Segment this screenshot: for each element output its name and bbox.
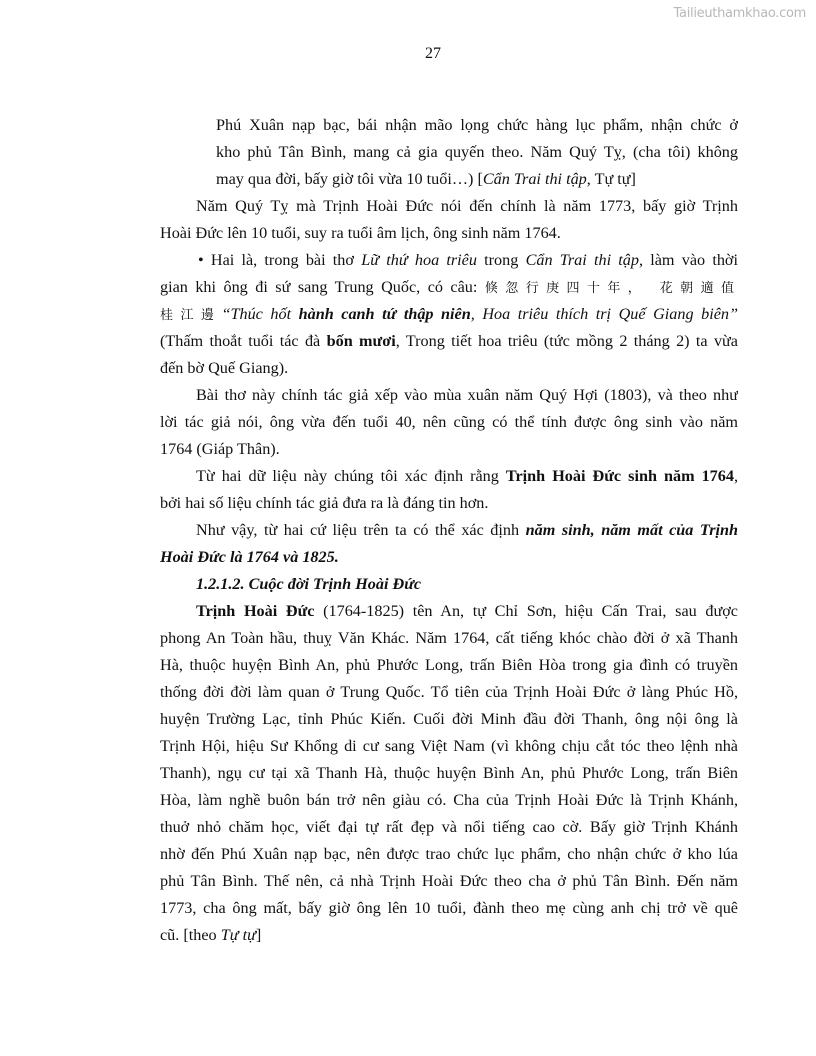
text-line	[198, 247, 738, 274]
text-run: 1773, cha ông mất, bấy giờ ông lên 10 tuổi, đành theo mẹ cùng anh chị trở về quê	[160, 899, 738, 917]
text-line	[196, 463, 738, 490]
text-line	[160, 814, 738, 841]
text-line	[160, 301, 738, 328]
text-run: (1764-1825) tên An, tự Chỉ Sơn, hiệu Cấn Trai, sau được	[314, 602, 738, 620]
text-run: đến bờ Quế Giang).	[160, 359, 289, 377]
text-line	[160, 787, 738, 814]
text-line	[160, 868, 738, 895]
text-run: Từ hai dữ liệu này chúng tôi xác định rằng	[196, 467, 506, 485]
page-number: 27	[425, 45, 441, 62]
text-run: Cẩn Trai thi tập	[482, 170, 587, 188]
text-run: Bài thơ này chính tác giả xếp vào mùa xuân năm Quý Hợi (1803), và theo như	[196, 386, 738, 404]
text-run: Hà, thuộc huyện Bình An, phủ Phước Long, trấn Biên Hòa trong gia đình có truyền	[160, 656, 738, 674]
text-run: , Trong tiết hoa triêu (tức mồng 2 tháng 2) ta vừa	[395, 332, 738, 350]
text-line	[196, 517, 738, 544]
text-run: bốn mươi	[326, 332, 396, 350]
text-line	[160, 274, 738, 301]
text-line	[216, 112, 738, 139]
text-run: trong	[476, 251, 526, 269]
text-run: Cẩn Trai thi tập	[525, 251, 639, 269]
text-line	[160, 355, 738, 382]
text-run: thuở nhỏ chăm học, viết đại tự rất đẹp và nổi tiếng cao cờ. Bấy giờ Trịnh Khánh	[160, 818, 738, 836]
watermark: Tailieuthamkhao.com	[673, 6, 806, 21]
text-run: 1.2.1.2. Cuộc đời Trịnh Hoài Đức	[196, 575, 422, 593]
text-run: thống đời đời làm quan ở Trung Quốc. Tổ tiên của Trịnh Hoài Đức ở làng Phúc Hồ,	[160, 683, 738, 701]
text-run: Trịnh Hội, hiệu Sư Khổng di cư sang Việt Nam (vì không chịu cắt tóc theo lệnh nhà	[160, 737, 738, 755]
text-run: lời tác giả nói, ông vừa đến tuổi 40, nên cũng có thể tính được ông sinh vào năm	[160, 413, 738, 431]
text-run: , Tự tự]	[586, 170, 636, 188]
text-line	[160, 679, 738, 706]
text-run: , làm vào thời	[638, 251, 738, 269]
text-line	[216, 166, 738, 193]
text-line	[216, 139, 738, 166]
text-run: cũ. [theo	[160, 926, 221, 944]
text-run: Trịnh Hoài Đức	[196, 602, 315, 620]
text-run: Năm Quý Tỵ mà Trịnh Hoài Đức nói đến chính là năm 1773, bấy giờ Trịnh	[196, 197, 738, 215]
text-run: Phú Xuân nạp bạc, bái nhận mão lọng chức hàng lục phẩm, nhận chức ở	[216, 116, 738, 134]
text-run: Hoài Đức là 1764 và 1825.	[160, 548, 339, 566]
text-run: ]	[255, 926, 262, 944]
chinese-text: 桂江邊	[160, 308, 222, 323]
text-line	[160, 652, 738, 679]
text-line	[160, 922, 738, 949]
text-run: bởi hai số liệu chính tác giả đưa ra là đáng tin hơn.	[160, 494, 489, 512]
text-line	[160, 436, 738, 463]
text-run: Lữ thứ hoa triêu	[361, 251, 477, 269]
text-line	[196, 598, 738, 625]
text-line	[160, 733, 738, 760]
text-run: may qua đời, bấy giờ tôi vừa 10 tuổi…) [	[216, 170, 483, 188]
text-run: ,	[733, 467, 738, 485]
text-run: Tự tự	[220, 926, 256, 944]
text-run: Thanh), ngụ cư tại xã Thanh Hà, thuộc huyện Bình An, phủ Phước Long, trấn Biên	[160, 764, 738, 782]
text-line	[160, 544, 738, 571]
text-run: Hòa, làm nghề buôn bán trở nên giàu có. Cha của Trịnh Hoài Đức là Trịnh Khánh,	[160, 791, 738, 809]
text-run: kho phủ Tân Bình, mang cả gia quyến theo. Năm Quý Tỵ, (cha tôi) không	[216, 143, 738, 161]
text-run: phủ Tân Bình. Thế nên, cả nhà Trịnh Hoài Đức theo cha ở phủ Tân Bình. Đến năm	[160, 872, 738, 890]
text-line	[196, 382, 738, 409]
text-run: Như vậy, từ hai cứ liệu trên ta có thể xác định	[196, 521, 526, 539]
text-run: Trịnh Hoài Đức sinh năm 1764	[505, 467, 734, 485]
text-run: nhờ đến Phú Xuân nạp bạc, nên được trao chức lục phẩm, cho nhận chức ở kho lúa	[160, 845, 738, 863]
text-run: phong An Toàn hầu, thuỵ Văn Khác. Năm 1764, cất tiếng khóc chào đời ở xã Thanh	[160, 629, 738, 647]
text-line	[196, 193, 738, 220]
text-run: , Hoa triêu thích trị Quế Giang biên”	[470, 305, 738, 323]
text-run: (Thấm thoắt tuổi tác đà	[160, 332, 327, 350]
chinese-text: 倏忽行庚四十年， 花朝適值	[484, 281, 738, 296]
text-line	[160, 328, 738, 355]
text-line	[160, 625, 738, 652]
text-line	[160, 895, 738, 922]
text-line	[160, 706, 738, 733]
text-line	[160, 760, 738, 787]
text-run: “Thúc hốt	[221, 305, 299, 323]
text-run: gian khi ông đi sứ sang Trung Quốc, có câu:	[160, 278, 485, 296]
text-run: 1764 (Giáp Thân).	[160, 440, 280, 458]
text-line	[160, 409, 738, 436]
text-line	[160, 841, 738, 868]
text-run: huyện Trường Lạc, tỉnh Phúc Kiến. Cuối đời Minh đầu đời Thanh, ông nội ông là	[160, 710, 738, 728]
text-run: hành canh tứ thập niên	[298, 305, 471, 323]
text-line	[160, 490, 738, 517]
text-line	[196, 571, 738, 598]
text-line	[160, 220, 738, 247]
text-run: năm sinh, năm mất của Trịnh	[525, 521, 738, 539]
text-run: Hoài Đức lên 10 tuổi, suy ra tuổi âm lịch, ông sinh năm 1764.	[160, 224, 561, 242]
text-run: • Hai là, trong bài thơ	[198, 251, 362, 269]
